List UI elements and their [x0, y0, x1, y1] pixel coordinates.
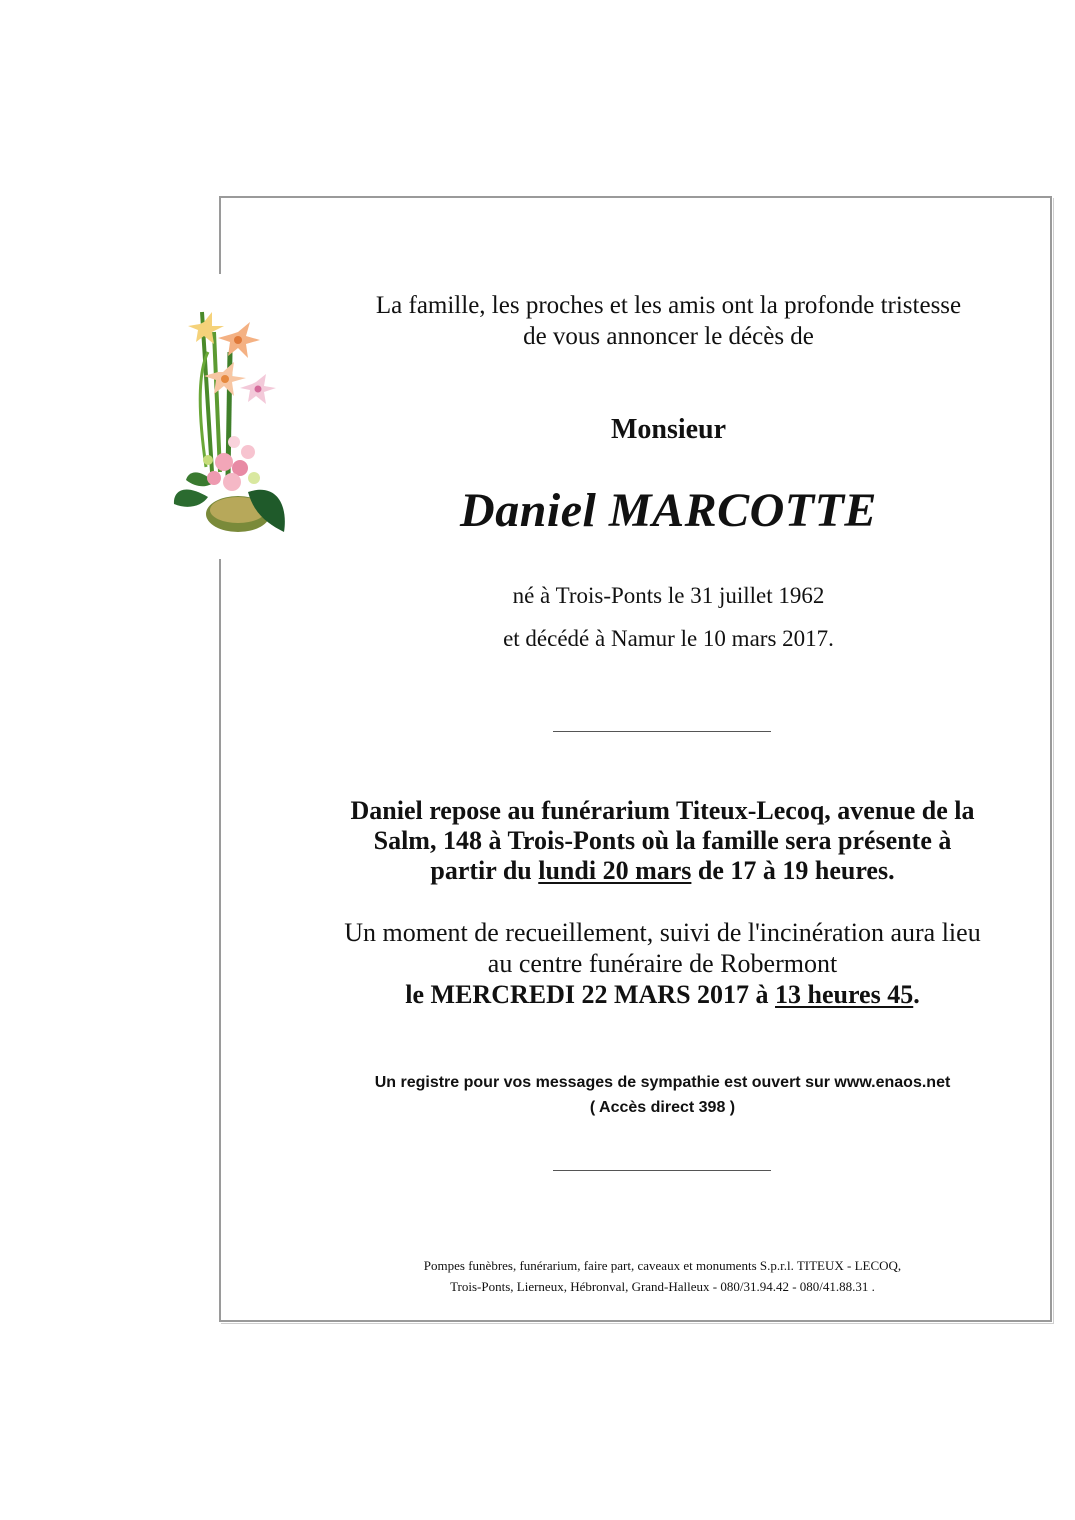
repose-paragraph [300, 796, 1025, 886]
flower-arrangement-icon [168, 292, 292, 538]
deceased-name: Daniel MARCOTTE [460, 484, 877, 537]
intro-line-2: de vous annoncer le décès de [523, 323, 814, 350]
ceremony-prefix: le MERCREDI 22 MARS 2017 à [405, 980, 769, 1009]
life-dates [300, 574, 1037, 660]
intro-line-1: La famille, les proches et les amis ont la profonde tristesse [375, 292, 962, 319]
footer-line-2: Trois-Ponts, Lierneux, Hébronval, Grand-Halleux - 080/31.94.42 - 080/41.88.31 . [450, 1279, 875, 1294]
divider-bottom [553, 1170, 771, 1171]
footer-line-1: Pompes funèbres, funérarium, faire part, caveaux et monuments S.p.r.l. TITEUX - LECOQ, [423, 1258, 902, 1273]
ceremony-time: 13 heures 45 [775, 980, 914, 1009]
repose-prefix: partir du [430, 856, 532, 885]
repose-line-2: Salm, 148 à Trois-Ponts où la famille sera présente à [373, 826, 952, 855]
frame-shadow [221, 198, 1054, 1324]
repose-suffix: de 17 à 19 heures. [697, 856, 895, 885]
funeral-home-footer [330, 1255, 995, 1297]
ceremony-line-1: Un moment de recueillement, suivi de l'incinération aura lieu [344, 918, 981, 947]
ceremony-paragraph [300, 917, 1025, 1010]
birth-line: né à Trois-Ponts le 31 juillet 1962 [512, 583, 825, 608]
repose-line-1: Daniel repose au funérarium Titeux-Lecoq, avenue de la [350, 796, 975, 825]
register-line-2: ( Accès direct 398 ) [589, 1099, 736, 1116]
ceremony-line-2: au centre funéraire de Robermont [487, 949, 838, 978]
register-notice [330, 1070, 995, 1120]
death-line: et décédé à Namur le 10 mars 2017. [503, 626, 834, 651]
divider-top [553, 731, 771, 732]
repose-date: lundi 20 mars [538, 856, 692, 885]
intro-text [300, 290, 1037, 352]
repose-line-3 [300, 856, 1025, 886]
register-line-1: Un registre pour vos messages de sympathie est ouvert sur www.enaos.net [374, 1074, 951, 1091]
honorific: Monsieur [610, 414, 727, 445]
ceremony-line-3 [300, 979, 1025, 1010]
ceremony-suffix: . [913, 980, 920, 1009]
